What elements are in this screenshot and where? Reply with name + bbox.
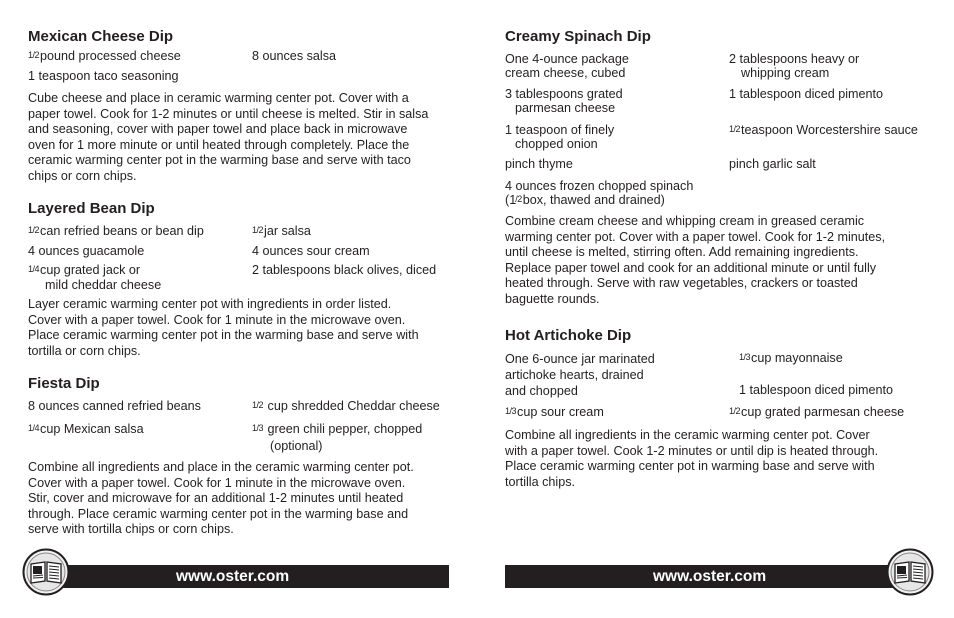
ingredient: 1 tablespoon diced pimento (739, 383, 894, 397)
footer-bar (505, 565, 900, 588)
fraction: 1/2 (28, 50, 40, 60)
ingredient: pinch garlic salt (729, 157, 816, 171)
ingredient: 1 teaspoon of finely chopped onion (505, 123, 615, 151)
recipe-instructions: Combine cream cheese and whipping cream in greased ceramic warming center pot. Cover with a paper towel. Cook for 1-2 minutes, until cheese is melted, stirring often. Add remaining ingredients. Replace paper towel and cook for an additional minute or until fully heated through. Serve with raw vegetables, crackers or toasted baguette rounds. (505, 214, 886, 306)
website-link[interactable]: www.oster.com (653, 568, 767, 585)
ingredient: 4 ounces sour cream (252, 244, 370, 258)
ingredient: 2 tablespoons black olives, diced (252, 263, 437, 277)
ingredient: 4 ounces frozen chopped spinach (1/2box, thawed and drained) (505, 179, 694, 207)
ingredient: 1/2jar salsa (252, 224, 311, 238)
ingredient: 1/2pound processed cheese (28, 49, 181, 63)
recipe-instructions: Cube cheese and place in ceramic warming center pot. Cover with a paper towel. Cook for 1-2 minutes or until cheese is melted. Stir in salsa and seasoning, cover with paper towel and place back in microwave oven for 1 more minute or until heated through completely. Place the ceramic warming center pot in the warming base and serve with taco chips or corn chips. (28, 91, 429, 183)
ingredient: 1/2can refried beans or bean dip (28, 224, 204, 238)
recipe-title-creamy-spinach-dip: Creamy Spinach Dip (505, 28, 651, 45)
ingredient: 1/2cup grated parmesan cheese (729, 405, 905, 419)
book-icon (886, 548, 934, 596)
ingredient: 2 tablespoons heavy or whipping cream (729, 52, 860, 80)
ingredient: pinch thyme (505, 157, 573, 171)
footer-bar (54, 565, 449, 588)
ingredient: 1 teaspoon taco seasoning (28, 69, 179, 83)
recipe-instructions: Combine all ingredients and place in the ceramic warming center pot. Cover with a paper towel. Cook for 1 minute in the microwave oven. Stir, cover and microwave for an additional 1-2 minutes until heated through. Place ceramic warming center pot in the warming base and serve with tortilla chips or corn chips. (28, 460, 414, 536)
ingredient: 1/4cup Mexican salsa (28, 422, 144, 436)
ingredient: 1/2 cup shredded Cheddar cheese (252, 399, 440, 413)
ingredient: 3 tablespoons grated parmesan cheese (505, 87, 623, 115)
ingredient: 1/2teaspoon Worcestershire sauce (729, 123, 918, 137)
ingredient: 4 ounces guacamole (28, 244, 145, 258)
recipe-instructions: Combine all ingredients in the ceramic warming center pot. Cover with a paper towel. Cook 1-2 minutes or until dip is heated through. Place ceramic warming center pot in warming base and serve with tortilla chips. (505, 428, 879, 489)
ingredient: 1/4cup grated jack or mild cheddar cheese (28, 263, 162, 292)
ingredient: 8 ounces canned refried beans (28, 399, 201, 413)
ingredient: 1/3 green chili pepper, chopped (optional) (252, 422, 423, 453)
book-icon (22, 548, 70, 596)
ingredient: One 4-ounce package cream cheese, cubed (505, 52, 629, 80)
ingredient: 1/3cup mayonnaise (739, 351, 843, 365)
recipe-title-mexican-cheese-dip: Mexican Cheese Dip (28, 28, 174, 45)
recipe-instructions: Layer ceramic warming center pot with ingredients in order listed. Cover with a paper towel. Cook for 1 minute in the microwave oven. Place ceramic warming center pot in the warming base and serve with tortilla or corn chips. (28, 297, 419, 358)
ingredient: 8 ounces salsa (252, 49, 337, 63)
recipe-title-fiesta-dip: Fiesta Dip (28, 375, 100, 392)
website-link[interactable]: www.oster.com (176, 568, 290, 585)
recipe-title-hot-artichoke-dip: Hot Artichoke Dip (505, 327, 632, 344)
ingredient: 1 tablespoon diced pimento (729, 87, 884, 101)
ingredient: 1/3cup sour cream (505, 405, 604, 419)
ingredient: One 6-ounce jar marinated artichoke hearts, drained and chopped (505, 352, 655, 398)
recipe-title-layered-bean-dip: Layered Bean Dip (28, 200, 155, 217)
